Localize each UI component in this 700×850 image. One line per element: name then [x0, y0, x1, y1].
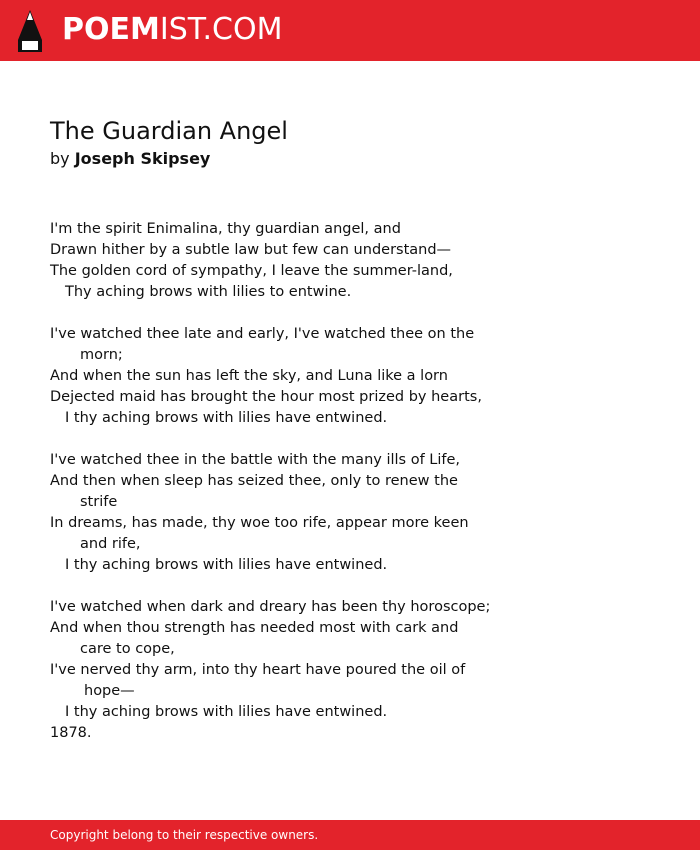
site-footer — [0, 820, 700, 850]
poem-line: Dejected maid has brought the hour most prized by hearts, — [50, 389, 482, 405]
poem-line: Thy aching brows with lilies to entwine. — [65, 284, 352, 300]
stanza — [50, 219, 530, 303]
poem-line: I've watched when dark and dreary has been thy horoscope; — [50, 599, 491, 615]
poem-line: I thy aching brows with lilies have entwined. — [65, 410, 388, 426]
poem-line: hope— — [84, 683, 135, 699]
poem-line: The golden cord of sympathy, I leave the summer-land, — [50, 263, 453, 279]
author-name[interactable]: Joseph Skipsey — [74, 149, 211, 168]
poem-line: I've nerved thy arm, into thy heart have poured the oil of — [50, 662, 466, 678]
poem-line: I'm the spirit Enimalina, thy guardian angel, and — [50, 221, 401, 237]
poem-date: 1878. — [50, 725, 92, 741]
byline — [50, 149, 210, 169]
poem-line: And when the sun has left the sky, and Luna like a lorn — [50, 368, 448, 384]
stanza — [50, 324, 530, 429]
poem-line: Drawn hither by a subtle law but few can understand— — [50, 242, 452, 258]
pencil-icon[interactable] — [16, 10, 44, 52]
poem-line: In dreams, has made, thy woe too rife, appear more keen — [50, 515, 469, 531]
poem-line: and rife, — [80, 536, 141, 552]
poem-line: And then when sleep has seized thee, only to renew the — [50, 473, 458, 489]
stanza — [50, 597, 530, 744]
logo-light-text: IST.COM — [159, 12, 283, 47]
by-label: by — [50, 149, 70, 168]
poem-line: care to cope, — [80, 641, 175, 657]
poem-line: I've watched thee in the battle with the many ills of Life, — [50, 452, 461, 468]
poem-body — [50, 219, 530, 744]
poem-title: The Guardian Angel — [50, 117, 288, 145]
copyright-notice: Copyright belong to their respective owners. — [50, 828, 319, 842]
poem-line: I thy aching brows with lilies have entwined. — [65, 557, 388, 573]
poem-line: strife — [80, 494, 118, 510]
stanza — [50, 450, 530, 576]
poem-line: morn; — [80, 347, 123, 363]
site-logo[interactable] — [62, 12, 282, 48]
poem-line: And when thou strength has needed most with cark and — [50, 620, 459, 636]
poem-line: I've watched thee late and early, I've watched thee on the — [50, 326, 475, 342]
site-header — [0, 0, 700, 61]
poem-line: I thy aching brows with lilies have entwined. — [65, 704, 388, 720]
logo-bold-text: POEM — [62, 12, 160, 47]
